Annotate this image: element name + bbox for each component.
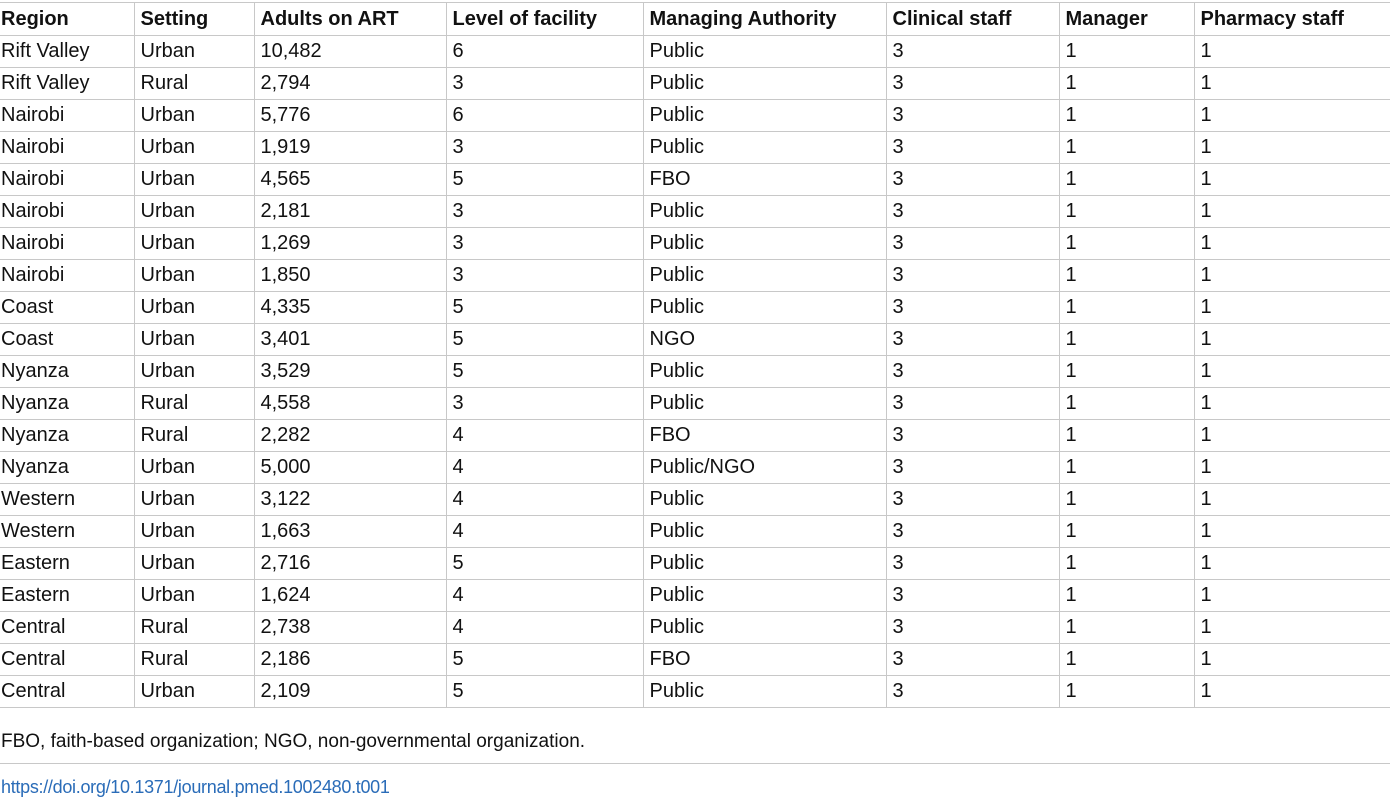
cell-setting: Urban: [134, 452, 254, 484]
column-header-pharmacy-staff: Pharmacy staff: [1194, 3, 1390, 36]
cell-manager: 1: [1059, 196, 1194, 228]
table-row: [0, 484, 1390, 516]
table-row: [0, 164, 1390, 196]
cell-adults-on-art: 2,109: [254, 676, 446, 708]
cell-pharmacy-staff: 1: [1194, 516, 1390, 548]
cell-region: Eastern: [0, 548, 134, 580]
doi-link[interactable]: https://doi.org/10.1371/journal.pmed.1002480.t001: [1, 777, 390, 797]
cell-clinical-staff: 3: [886, 580, 1059, 612]
cell-managing-authority: Public: [643, 68, 886, 100]
cell-clinical-staff: 3: [886, 484, 1059, 516]
cell-pharmacy-staff: 1: [1194, 100, 1390, 132]
cell-manager: 1: [1059, 132, 1194, 164]
cell-level-of-facility: 5: [446, 548, 643, 580]
column-header-setting: Setting: [134, 3, 254, 36]
table-body: [0, 36, 1390, 708]
cell-managing-authority: Public: [643, 100, 886, 132]
cell-clinical-staff: 3: [886, 260, 1059, 292]
cell-managing-authority: Public: [643, 676, 886, 708]
cell-level-of-facility: 3: [446, 132, 643, 164]
cell-pharmacy-staff: 1: [1194, 68, 1390, 100]
table-row: [0, 100, 1390, 132]
cell-pharmacy-staff: 1: [1194, 228, 1390, 260]
cell-level-of-facility: 3: [446, 68, 643, 100]
cell-pharmacy-staff: 1: [1194, 452, 1390, 484]
table-footnote: FBO, faith-based organization; NGO, non-governmental organization.: [1, 731, 586, 752]
cell-pharmacy-staff: 1: [1194, 548, 1390, 580]
cell-level-of-facility: 4: [446, 516, 643, 548]
cell-clinical-staff: 3: [886, 388, 1059, 420]
cell-region: Nyanza: [0, 388, 134, 420]
table-row: [0, 292, 1390, 324]
cell-adults-on-art: 1,919: [254, 132, 446, 164]
cell-adults-on-art: 2,282: [254, 420, 446, 452]
cell-region: Nairobi: [0, 228, 134, 260]
cell-clinical-staff: 3: [886, 612, 1059, 644]
cell-managing-authority: Public: [643, 484, 886, 516]
cell-adults-on-art: 3,401: [254, 324, 446, 356]
cell-pharmacy-staff: 1: [1194, 676, 1390, 708]
cell-pharmacy-staff: 1: [1194, 324, 1390, 356]
cell-region: Coast: [0, 324, 134, 356]
cell-adults-on-art: 3,122: [254, 484, 446, 516]
cell-level-of-facility: 5: [446, 644, 643, 676]
cell-clinical-staff: 3: [886, 164, 1059, 196]
cell-clinical-staff: 3: [886, 452, 1059, 484]
cell-manager: 1: [1059, 452, 1194, 484]
cell-region: Nairobi: [0, 132, 134, 164]
table-row: [0, 420, 1390, 452]
cell-setting: Urban: [134, 100, 254, 132]
cell-setting: Urban: [134, 580, 254, 612]
cell-clinical-staff: 3: [886, 100, 1059, 132]
cell-managing-authority: Public: [643, 36, 886, 68]
cell-manager: 1: [1059, 644, 1194, 676]
column-header-clinical-staff: Clinical staff: [886, 3, 1059, 36]
cell-adults-on-art: 10,482: [254, 36, 446, 68]
cell-managing-authority: Public: [643, 196, 886, 228]
column-header-manager: Manager: [1059, 3, 1194, 36]
cell-level-of-facility: 5: [446, 164, 643, 196]
cell-clinical-staff: 3: [886, 68, 1059, 100]
cell-managing-authority: Public: [643, 388, 886, 420]
cell-managing-authority: Public: [643, 292, 886, 324]
cell-clinical-staff: 3: [886, 356, 1059, 388]
table-row: [0, 132, 1390, 164]
cell-clinical-staff: 3: [886, 196, 1059, 228]
cell-pharmacy-staff: 1: [1194, 612, 1390, 644]
table-row: [0, 676, 1390, 708]
cell-level-of-facility: 3: [446, 196, 643, 228]
cell-pharmacy-staff: 1: [1194, 388, 1390, 420]
cell-managing-authority: Public: [643, 132, 886, 164]
cell-adults-on-art: 1,663: [254, 516, 446, 548]
facility-table: [0, 2, 1390, 708]
cell-setting: Urban: [134, 548, 254, 580]
cell-adults-on-art: 5,776: [254, 100, 446, 132]
cell-managing-authority: Public: [643, 516, 886, 548]
cell-level-of-facility: 6: [446, 100, 643, 132]
cell-setting: Rural: [134, 68, 254, 100]
cell-setting: Urban: [134, 676, 254, 708]
cell-pharmacy-staff: 1: [1194, 356, 1390, 388]
cell-adults-on-art: 4,558: [254, 388, 446, 420]
cell-region: Nairobi: [0, 260, 134, 292]
cell-managing-authority: NGO: [643, 324, 886, 356]
cell-level-of-facility: 5: [446, 324, 643, 356]
cell-manager: 1: [1059, 36, 1194, 68]
cell-level-of-facility: 3: [446, 388, 643, 420]
cell-pharmacy-staff: 1: [1194, 36, 1390, 68]
table-row: [0, 516, 1390, 548]
table-row: [0, 324, 1390, 356]
cell-region: Coast: [0, 292, 134, 324]
cell-clinical-staff: 3: [886, 292, 1059, 324]
cell-manager: 1: [1059, 260, 1194, 292]
cell-pharmacy-staff: 1: [1194, 164, 1390, 196]
cell-manager: 1: [1059, 580, 1194, 612]
cell-manager: 1: [1059, 356, 1194, 388]
cell-setting: Urban: [134, 356, 254, 388]
cell-adults-on-art: 2,716: [254, 548, 446, 580]
cell-region: Central: [0, 644, 134, 676]
cell-level-of-facility: 5: [446, 292, 643, 324]
cell-clinical-staff: 3: [886, 420, 1059, 452]
cell-manager: 1: [1059, 420, 1194, 452]
cell-region: Nyanza: [0, 356, 134, 388]
table-row: [0, 612, 1390, 644]
table-row: [0, 68, 1390, 100]
cell-region: Nairobi: [0, 196, 134, 228]
column-header-level-of-facility: Level of facility: [446, 3, 643, 36]
cell-level-of-facility: 5: [446, 356, 643, 388]
cell-manager: 1: [1059, 516, 1194, 548]
cell-managing-authority: FBO: [643, 420, 886, 452]
cell-setting: Urban: [134, 260, 254, 292]
column-header-region: Region: [0, 3, 134, 36]
cell-level-of-facility: 3: [446, 228, 643, 260]
table-row: [0, 452, 1390, 484]
cell-setting: Rural: [134, 612, 254, 644]
cell-manager: 1: [1059, 548, 1194, 580]
cell-pharmacy-staff: 1: [1194, 484, 1390, 516]
cell-pharmacy-staff: 1: [1194, 644, 1390, 676]
column-header-managing-authority: Managing Authority: [643, 3, 886, 36]
divider: [0, 763, 1390, 764]
cell-pharmacy-staff: 1: [1194, 196, 1390, 228]
table-header-row: [0, 3, 1390, 36]
column-header-adults-on-art: Adults on ART: [254, 3, 446, 36]
cell-region: Nyanza: [0, 420, 134, 452]
cell-manager: 1: [1059, 324, 1194, 356]
cell-pharmacy-staff: 1: [1194, 132, 1390, 164]
cell-adults-on-art: 2,181: [254, 196, 446, 228]
cell-setting: Rural: [134, 388, 254, 420]
cell-manager: 1: [1059, 164, 1194, 196]
table-row: [0, 644, 1390, 676]
cell-adults-on-art: 2,738: [254, 612, 446, 644]
cell-region: Nairobi: [0, 164, 134, 196]
cell-region: Nyanza: [0, 452, 134, 484]
cell-adults-on-art: 1,850: [254, 260, 446, 292]
cell-level-of-facility: 4: [446, 580, 643, 612]
cell-region: Nairobi: [0, 100, 134, 132]
cell-managing-authority: Public: [643, 612, 886, 644]
cell-clinical-staff: 3: [886, 676, 1059, 708]
table-row: [0, 580, 1390, 612]
cell-manager: 1: [1059, 68, 1194, 100]
table-row: [0, 228, 1390, 260]
cell-level-of-facility: 4: [446, 452, 643, 484]
cell-level-of-facility: 6: [446, 36, 643, 68]
cell-setting: Rural: [134, 644, 254, 676]
cell-level-of-facility: 4: [446, 484, 643, 516]
cell-level-of-facility: 3: [446, 260, 643, 292]
cell-managing-authority: Public/NGO: [643, 452, 886, 484]
cell-adults-on-art: 3,529: [254, 356, 446, 388]
cell-managing-authority: Public: [643, 548, 886, 580]
cell-region: Western: [0, 484, 134, 516]
cell-setting: Urban: [134, 516, 254, 548]
cell-clinical-staff: 3: [886, 644, 1059, 676]
cell-setting: Urban: [134, 196, 254, 228]
cell-adults-on-art: 1,269: [254, 228, 446, 260]
cell-managing-authority: Public: [643, 228, 886, 260]
cell-pharmacy-staff: 1: [1194, 292, 1390, 324]
cell-adults-on-art: 5,000: [254, 452, 446, 484]
cell-level-of-facility: 4: [446, 420, 643, 452]
cell-clinical-staff: 3: [886, 324, 1059, 356]
cell-clinical-staff: 3: [886, 132, 1059, 164]
table-row: [0, 548, 1390, 580]
cell-pharmacy-staff: 1: [1194, 420, 1390, 452]
cell-level-of-facility: 4: [446, 612, 643, 644]
cell-setting: Urban: [134, 484, 254, 516]
cell-managing-authority: Public: [643, 260, 886, 292]
cell-setting: Urban: [134, 164, 254, 196]
cell-setting: Urban: [134, 292, 254, 324]
cell-adults-on-art: 4,565: [254, 164, 446, 196]
cell-clinical-staff: 3: [886, 36, 1059, 68]
cell-adults-on-art: 1,624: [254, 580, 446, 612]
table-row: [0, 388, 1390, 420]
cell-setting: Urban: [134, 228, 254, 260]
cell-region: Rift Valley: [0, 68, 134, 100]
cell-manager: 1: [1059, 228, 1194, 260]
table-row: [0, 260, 1390, 292]
cell-managing-authority: FBO: [643, 644, 886, 676]
cell-manager: 1: [1059, 292, 1194, 324]
cell-region: Western: [0, 516, 134, 548]
cell-region: Central: [0, 612, 134, 644]
cell-level-of-facility: 5: [446, 676, 643, 708]
cell-setting: Urban: [134, 132, 254, 164]
cell-region: Eastern: [0, 580, 134, 612]
cell-manager: 1: [1059, 676, 1194, 708]
cell-region: Rift Valley: [0, 36, 134, 68]
cell-manager: 1: [1059, 484, 1194, 516]
cell-managing-authority: Public: [643, 580, 886, 612]
cell-clinical-staff: 3: [886, 516, 1059, 548]
cell-manager: 1: [1059, 100, 1194, 132]
table-row: [0, 356, 1390, 388]
cell-setting: Rural: [134, 420, 254, 452]
cell-clinical-staff: 3: [886, 228, 1059, 260]
cell-managing-authority: FBO: [643, 164, 886, 196]
cell-managing-authority: Public: [643, 356, 886, 388]
cell-adults-on-art: 4,335: [254, 292, 446, 324]
cell-adults-on-art: 2,186: [254, 644, 446, 676]
cell-clinical-staff: 3: [886, 548, 1059, 580]
cell-pharmacy-staff: 1: [1194, 260, 1390, 292]
cell-pharmacy-staff: 1: [1194, 580, 1390, 612]
table-row: [0, 196, 1390, 228]
cell-adults-on-art: 2,794: [254, 68, 446, 100]
cell-region: Central: [0, 676, 134, 708]
cell-manager: 1: [1059, 612, 1194, 644]
table-row: [0, 36, 1390, 68]
cell-manager: 1: [1059, 388, 1194, 420]
cell-setting: Urban: [134, 324, 254, 356]
cell-setting: Urban: [134, 36, 254, 68]
